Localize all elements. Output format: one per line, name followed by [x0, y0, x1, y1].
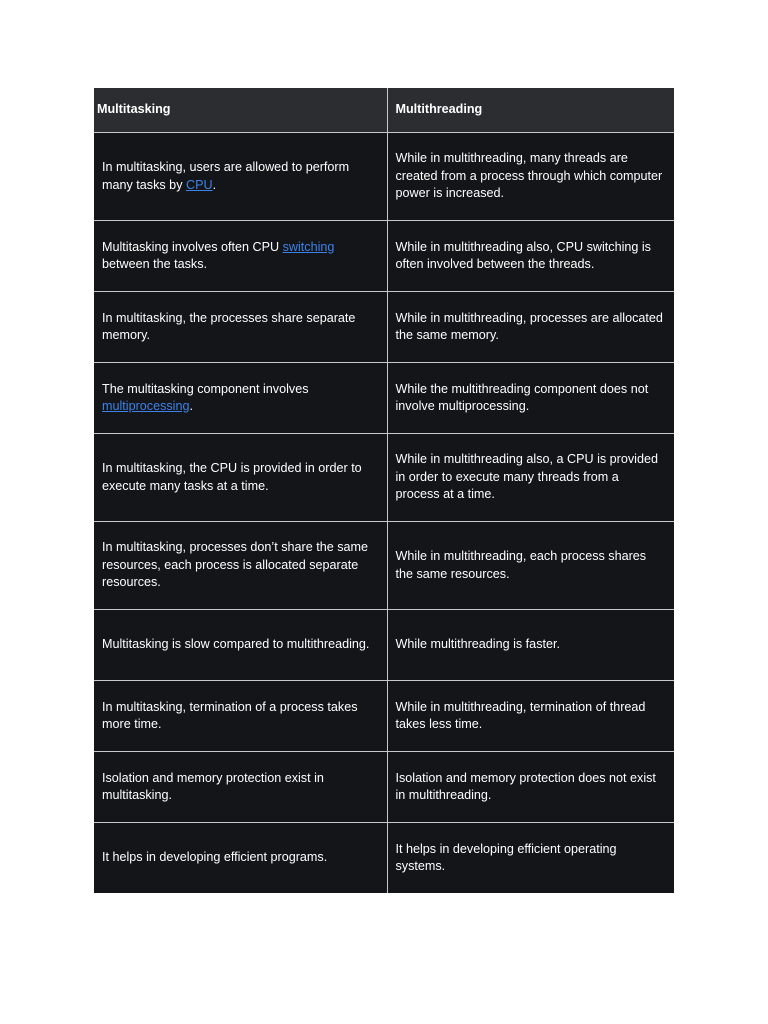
table-row: [94, 823, 674, 894]
multithreading-cell: While in multithreading, each process shares the same resources.: [387, 522, 674, 610]
table-row: [94, 681, 674, 752]
table-row: [94, 610, 674, 681]
multitasking-cell: Multitasking is slow compared to multithreading.: [94, 610, 387, 681]
cell-text: Multitasking involves often CPU: [102, 239, 283, 254]
multitasking-cell: In multitasking, termination of a process takes more time.: [94, 681, 387, 752]
multithreading-cell: Isolation and memory protection does not exist in multithreading.: [387, 752, 674, 823]
header-multitasking: Multitasking: [94, 88, 387, 133]
multitasking-cell: [94, 133, 387, 221]
header-multithreading: Multithreading: [387, 88, 674, 133]
table-row: [94, 434, 674, 522]
table-row: [94, 363, 674, 434]
switching-link[interactable]: switching: [282, 239, 335, 254]
multithreading-cell: While in multithreading also, a CPU is provided in order to execute many threads from a process at a time.: [387, 434, 674, 522]
table-row: [94, 133, 674, 221]
table-row: [94, 522, 674, 610]
multitasking-cell: [94, 221, 387, 292]
multithreading-cell: While in multithreading also, CPU switching is often involved between the threads.: [387, 221, 674, 292]
multitasking-cell: In multitasking, the CPU is provided in order to execute many tasks at a time.: [94, 434, 387, 522]
multithreading-cell: While in multithreading, many threads are created from a process through which computer power is increased.: [387, 133, 674, 221]
cell-text: The multitasking component involves: [102, 381, 309, 396]
cell-text: .: [189, 399, 193, 413]
table-row: [94, 292, 674, 363]
table-header-row: [94, 88, 674, 133]
multithreading-cell: While in multithreading, termination of thread takes less time.: [387, 681, 674, 752]
multitasking-cell: [94, 363, 387, 434]
multithreading-cell: While in multithreading, processes are allocated the same memory.: [387, 292, 674, 363]
multitasking-cell: In multitasking, the processes share separate memory.: [94, 292, 387, 363]
cell-text: .: [212, 177, 217, 192]
cpu-link[interactable]: CPU: [186, 177, 213, 192]
comparison-table: [94, 88, 674, 893]
multiprocessing-link[interactable]: multiprocessing: [102, 399, 190, 413]
multithreading-cell: While multithreading is faster.: [387, 610, 674, 681]
cell-text: In multitasking, users are allowed to perform many tasks by: [102, 160, 350, 192]
multithreading-cell: While the multithreading component does not involve multiprocessing.: [387, 363, 674, 434]
multitasking-cell: Isolation and memory protection exist in multitasking.: [94, 752, 387, 823]
table-row: [94, 221, 674, 292]
multitasking-cell: It helps in developing efficient programs.: [94, 823, 387, 894]
multithreading-cell: It helps in developing efficient operating systems.: [387, 823, 674, 894]
multitasking-cell: In multitasking, processes don’t share the same resources, each process is allocated separate resources.: [94, 522, 387, 610]
table-row: [94, 752, 674, 823]
cell-text: between the tasks.: [102, 257, 208, 271]
